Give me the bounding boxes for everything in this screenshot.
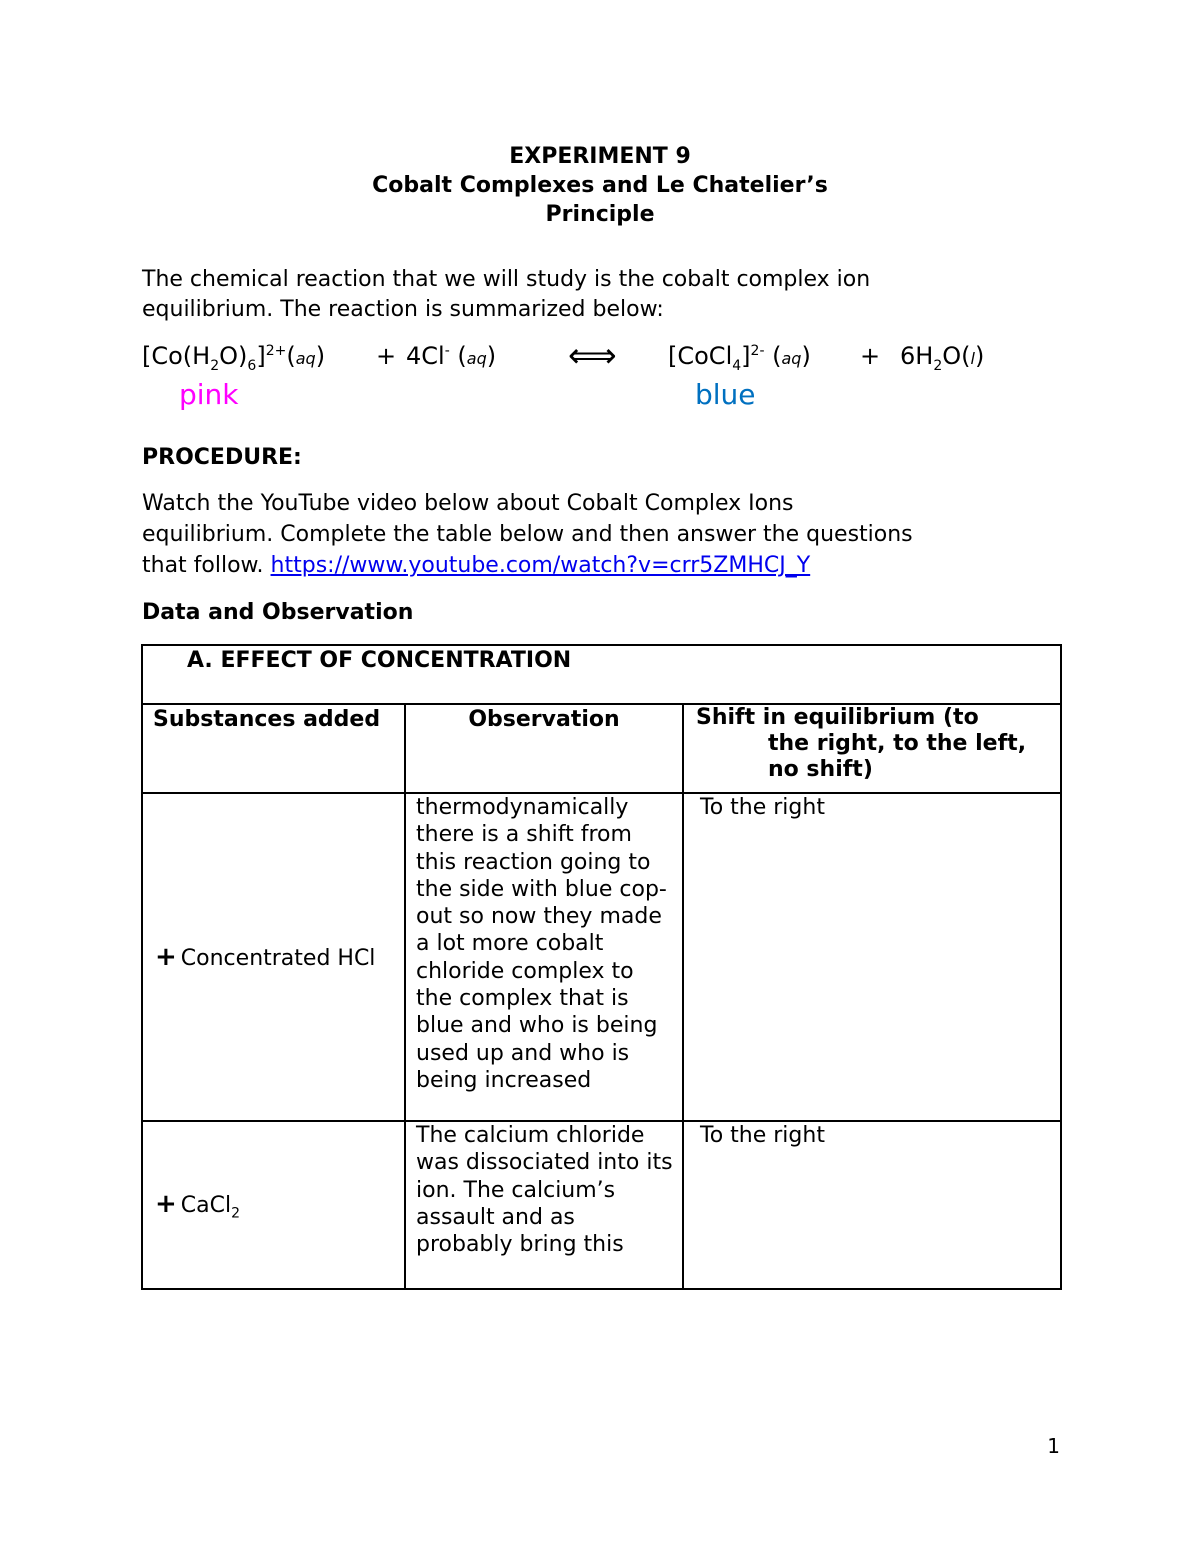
data-observation-heading: Data and Observation [142, 600, 414, 625]
reactant-hexaaquacobalt: $[Co(H_2O)_6]^{2+}(aq)$ [142, 342, 326, 374]
substance-text: Concentrated HCl [180, 946, 376, 971]
youtube-link[interactable]: https://www.youtube.com/watch?v=crr5ZMHCJ_Y [270, 553, 811, 578]
intro-line-2: equilibrium. The reaction is summarized below: [142, 297, 664, 322]
title-line-2: Cobalt Complexes and Le Chatelier’s [372, 173, 828, 198]
header-shift-line-3: no shift) [768, 757, 873, 782]
plus-icon: + [155, 942, 177, 972]
observation-cell[interactable]: The calcium chloride was dissociated into its ion. The calcium’s assault and as probably bring this [405, 1121, 683, 1289]
reactant-chloride: 4Cl- (aq) [406, 342, 497, 370]
header-shift-line-2: the right, to the left, [768, 731, 1027, 756]
header-observation: Observation [405, 704, 683, 793]
observation-table [141, 644, 1062, 1290]
shift-cell[interactable]: To the right [683, 793, 1061, 1121]
procedure-line-3 [142, 550, 1102, 581]
title-line-3: Principle [545, 202, 655, 227]
substance-cell[interactable] [142, 1121, 405, 1289]
plus-icon: + [155, 1188, 177, 1219]
procedure-heading: PROCEDURE: [142, 445, 302, 470]
plus-sign-2: + [860, 342, 881, 370]
title-line-1: EXPERIMENT 9 [509, 144, 691, 169]
pink-label: pink [179, 378, 239, 411]
table-header-row [142, 704, 1061, 793]
plus-sign-1: + [376, 342, 397, 370]
substance-text: CaCl [180, 1192, 232, 1218]
equilibrium-arrow-icon: ⟺ [568, 336, 617, 376]
procedure-paragraph [142, 488, 1102, 581]
procedure-line-3-text: that follow. [142, 553, 271, 578]
intro-line-1: The chemical reaction that we will study is the cobalt complex ion [142, 267, 871, 292]
procedure-line-2: equilibrium. Complete the table below and then answer the questions [142, 522, 913, 547]
shift-cell[interactable]: To the right [683, 1121, 1061, 1289]
blue-label: blue [695, 378, 756, 411]
header-shift-line-1: Shift in equilibrium (to [696, 705, 979, 730]
procedure-line-1: Watch the YouTube video below about Cobalt Complex Ions [142, 491, 794, 516]
table-section-title: A. EFFECT OF CONCENTRATION [142, 645, 1061, 704]
product-water: $6H_2O(l)$ [900, 342, 985, 374]
header-shift-in-equilibrium [683, 704, 1061, 793]
document-title [0, 142, 1200, 229]
product-tetrachlorocobaltate: [CoCl$_4$]$^{2-}$ (aq) [668, 342, 811, 374]
observation-cell[interactable]: thermodynamically there is a shift from this reaction going to the side with blue cop-out so now they made a lot more cobalt chloride complex to the complex that is blue and who is being used up and who is being increased [405, 793, 683, 1121]
page-number: 1 [1047, 1434, 1060, 1458]
substance-cell[interactable] [142, 793, 405, 1121]
header-substances-added: Substances added [142, 704, 405, 793]
substance-subscript: 2 [231, 1205, 241, 1222]
intro-paragraph [142, 265, 1102, 325]
chemical-equation [142, 336, 1102, 376]
table-row [142, 1121, 1061, 1289]
table-row [142, 793, 1061, 1121]
